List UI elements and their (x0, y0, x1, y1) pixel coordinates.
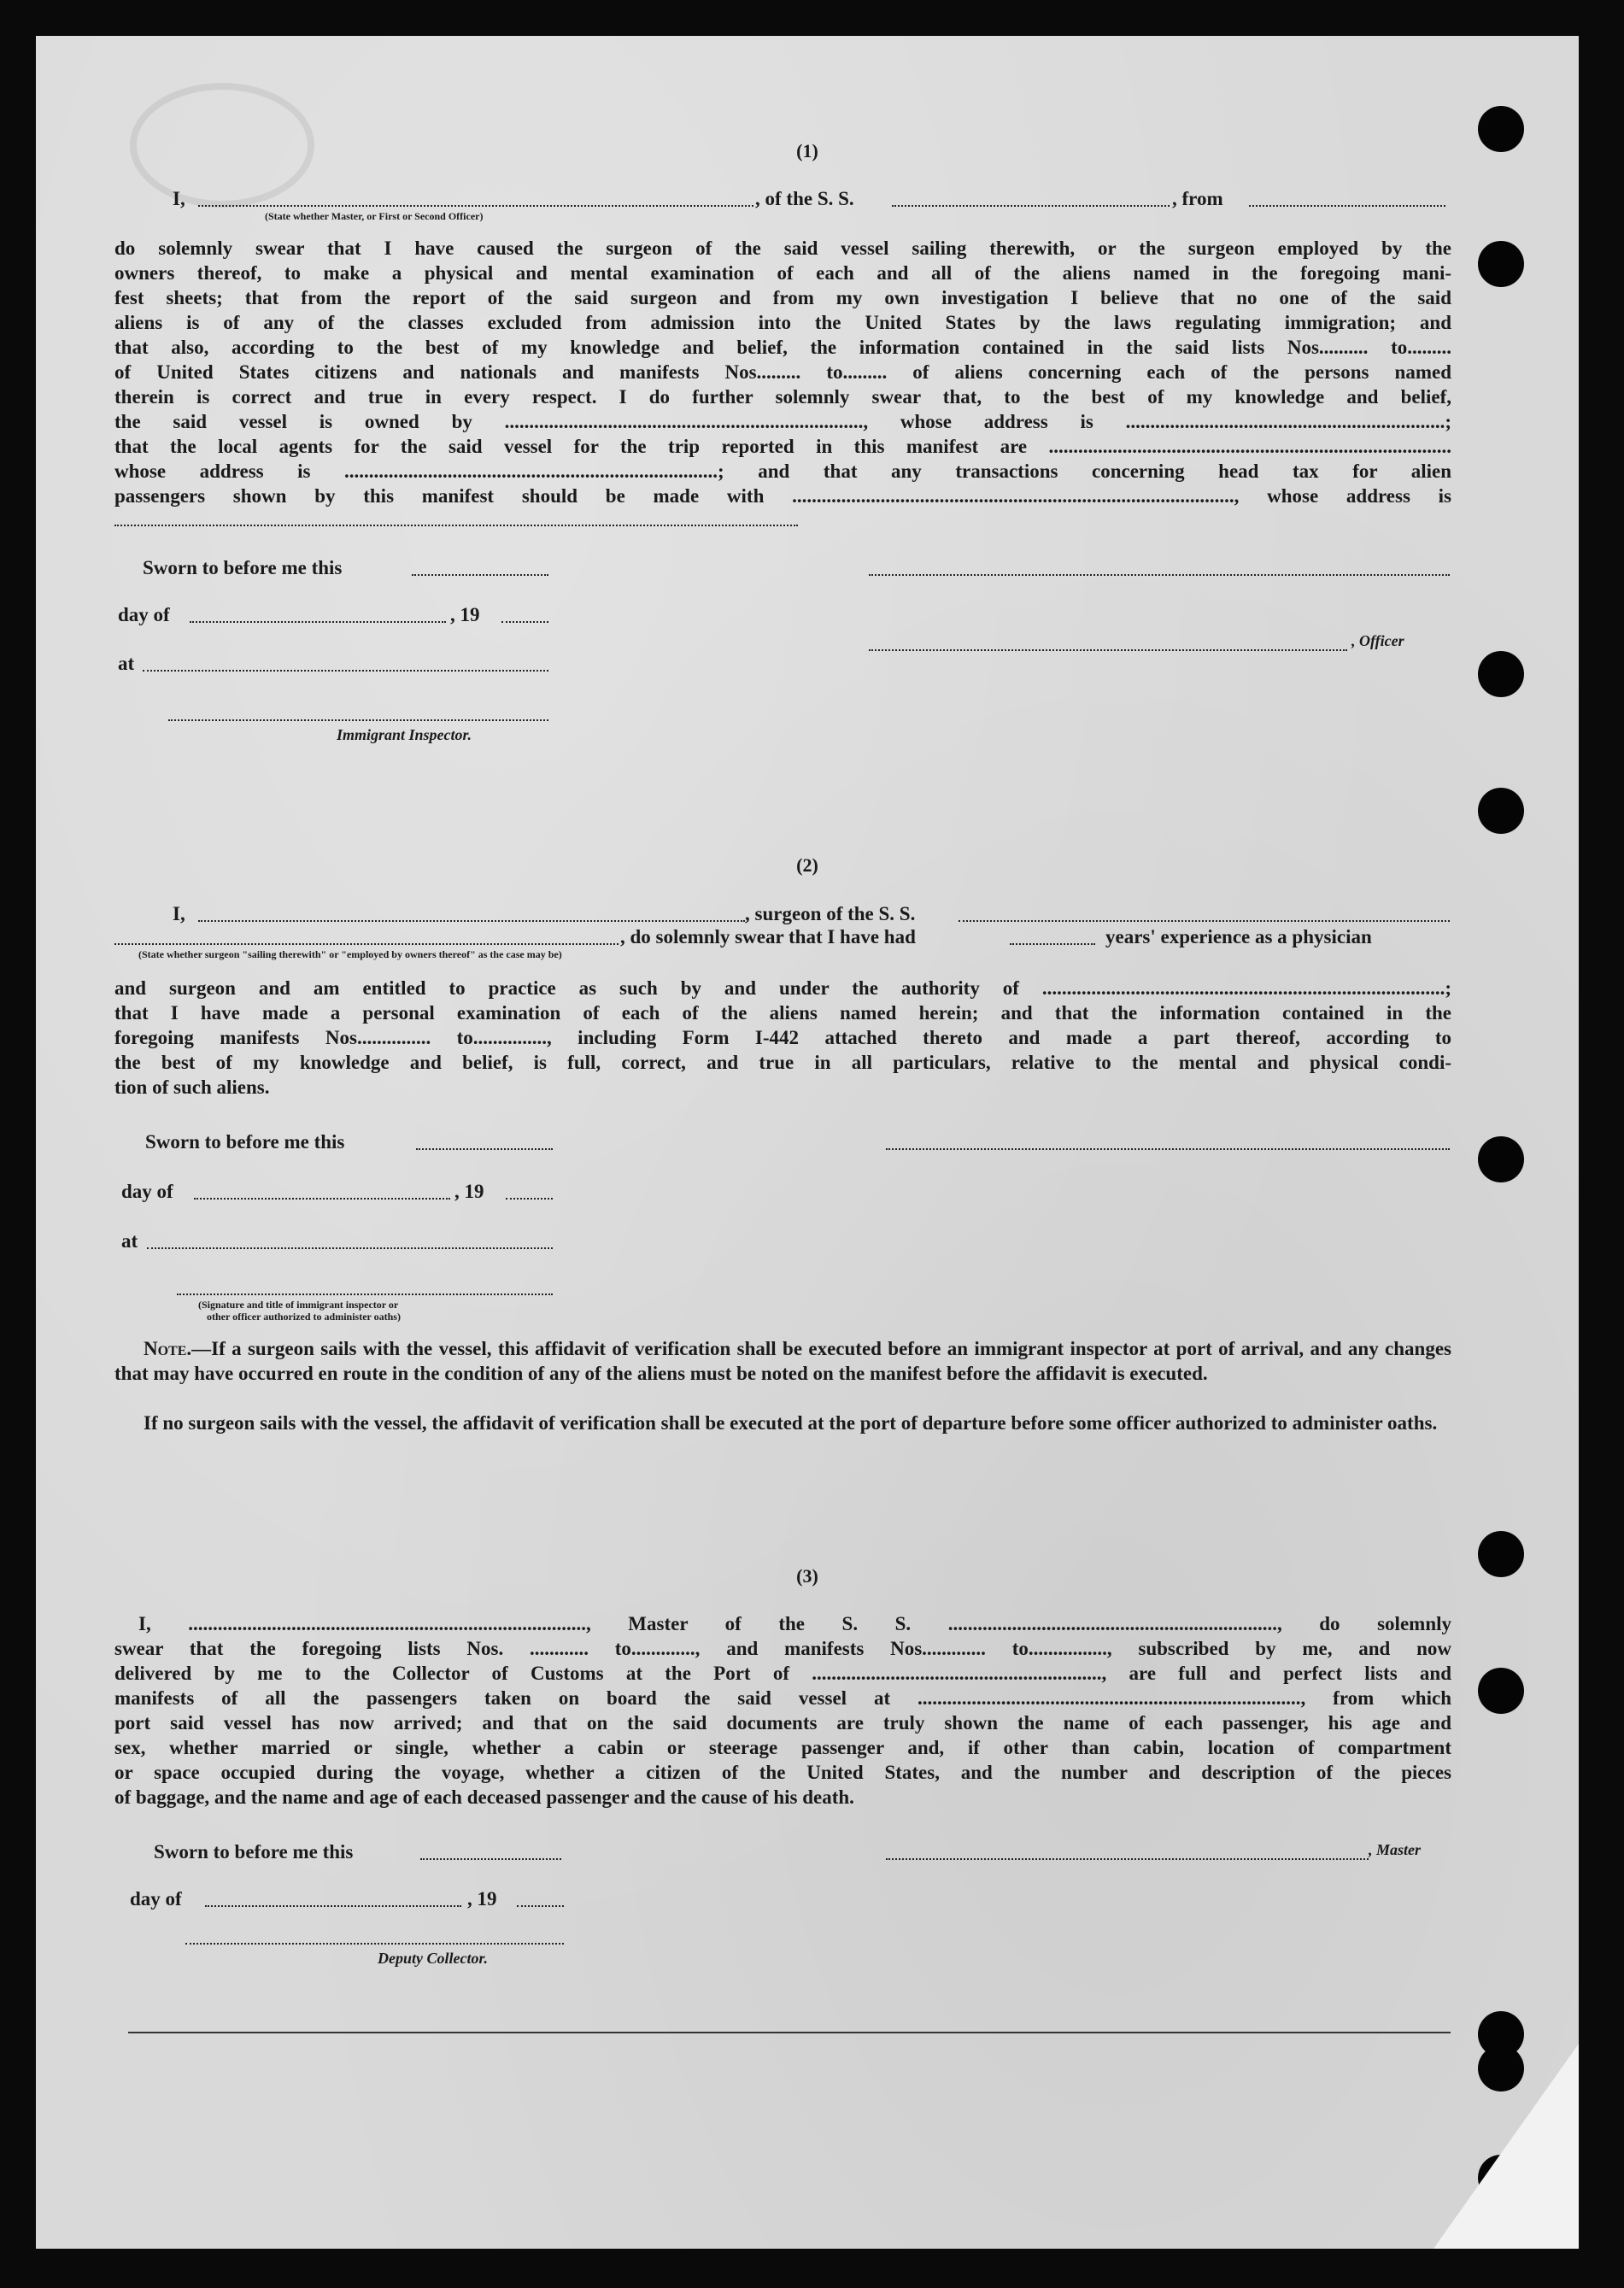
s3-master-label: , Master (1369, 1841, 1422, 1858)
s2-sig-note-2: other officer authorized to administer oaths) (207, 1311, 401, 1323)
s1-line-8: the said vessel is owned by ........................................................................., whose address is .................................................................; (114, 411, 1451, 432)
s1-line-6: of United States citizens and nationals and manifests Nos......... to......... of aliens concerning each of the persons named (114, 361, 1451, 383)
s2-years-field[interactable] (1010, 943, 1095, 945)
s1-year-field[interactable] (501, 621, 548, 623)
s2-inspector-field[interactable] (177, 1294, 553, 1295)
s1-address-field[interactable] (114, 525, 798, 526)
s3-sworn-label: Sworn to before me this (154, 1841, 354, 1863)
binder-hole (1478, 241, 1524, 287)
s3-line-5: port said vessel has now arrived; and that on the said documents are truly shown the name of each passenger, his age and (114, 1712, 1451, 1734)
s1-note: (State whether Master, or First or Second Officer) (265, 210, 484, 222)
s1-sworn-label: Sworn to before me this (143, 557, 343, 578)
s3-day-label: day of (130, 1888, 182, 1910)
s1-from-field[interactable] (1249, 205, 1445, 207)
s1-line-2: owners thereof, to make a physical and mental examination of each and all of the aliens named in the foregoing mani- (114, 262, 1451, 284)
s2-type-field[interactable] (114, 943, 619, 945)
s1-inspector-field[interactable] (168, 719, 548, 721)
s1-year-label: , 19 (450, 604, 480, 625)
s1-at-field[interactable] (143, 670, 548, 672)
s2-day-label: day of (121, 1181, 173, 1202)
s1-line-10: whose address is ............................................................................; and that any transactions concerning head tax for alien (114, 461, 1451, 482)
s2-year-field[interactable] (506, 1198, 553, 1200)
s1-at-label: at (118, 653, 135, 674)
s2-line-1: and surgeon and am entitled to practice as such by and under the authority of ..................................................................................; (114, 977, 1451, 999)
s1-officer-field[interactable] (869, 649, 1347, 651)
s1-line-7: therein is correct and true in every respect. I do further solemnly swear that, to the best of my knowledge and belief, (114, 386, 1451, 408)
form-page (36, 36, 1579, 2249)
s1-vessel-field[interactable] (892, 205, 1170, 207)
binder-hole (1478, 1531, 1524, 1577)
s1-line-5: that also, according to the best of my knowledge and belief, the information contained in the said lists Nos.......... to......... (114, 337, 1451, 358)
s2-years-label: years' experience as a physician (1105, 926, 1372, 947)
s3-line-2: swear that the foregoing lists Nos. ............ to............., and manifests Nos............. to................, subscribed by me, and now (114, 1638, 1451, 1659)
s1-from-label: , from (1172, 188, 1223, 209)
section-3-number: (3) (796, 1565, 818, 1587)
s3-day-field[interactable] (205, 1905, 461, 1907)
s2-sig-note-1: (Signature and title of immigrant inspector or (198, 1299, 399, 1311)
s1-officer-label: , Officer (1351, 632, 1404, 649)
s2-line-5: tion of such aliens. (114, 1077, 270, 1098)
s3-master-field[interactable] (886, 1858, 1369, 1860)
s3-year-label: , 19 (467, 1888, 497, 1910)
s1-line-9: that the local agents for the said vessel for the trip reported in this manifest are .................................................................................. (114, 436, 1451, 457)
s2-note-label: Note. (144, 1338, 192, 1359)
binder-hole (1478, 1668, 1524, 1714)
s3-year-field[interactable] (517, 1905, 564, 1907)
s3-line-1: I, ................................................................................., Master of the S. S. ..................................................................., do solemnly (138, 1613, 1451, 1634)
s1-line-4: aliens is of any of the classes excluded from admission into the United States by the laws regulating immigration; and (114, 312, 1451, 333)
bottom-rule (128, 2032, 1451, 2033)
section-1-number: (1) (796, 140, 818, 161)
s1-i-label: I, (173, 188, 185, 209)
s2-surgeon-label: , surgeon of the S. S. (745, 903, 916, 924)
s2-swear-label: , do solemnly swear that I have had (620, 926, 916, 947)
s2-sworn-label: Sworn to before me this (145, 1131, 345, 1153)
binder-hole (1478, 651, 1524, 697)
s2-note: (State whether surgeon "sailing therewith" or "employed by owners thereof" as the case may be) (138, 948, 562, 960)
s1-line-1: do solemnly swear that I have caused the surgeon of the said vessel sailing therewith, or the surgeon employed by the (114, 238, 1451, 259)
s2-sig-field[interactable] (886, 1148, 1450, 1150)
s2-i-label: I, (173, 903, 185, 924)
s3-sworn-field[interactable] (420, 1858, 561, 1860)
binder-hole (1478, 788, 1524, 834)
s3-line-4: manifests of all the passengers taken on board the said vessel at .............................................................................., from which (114, 1687, 1451, 1709)
s2-line-4: the best of my knowledge and belief, is full, correct, and true in all particulars, relative to the mental and physical condi- (114, 1052, 1451, 1073)
s2-at-field[interactable] (147, 1247, 553, 1249)
s2-at-label: at (121, 1230, 138, 1252)
s3-line-6: sex, whether married or single, whether a cabin or steerage passenger and, if other than cabin, location of compartment (114, 1737, 1451, 1758)
s1-officer-sig-field[interactable] (869, 574, 1450, 576)
s1-inspector-label: Immigrant Inspector. (337, 726, 472, 743)
s2-vessel-field[interactable] (959, 920, 1450, 922)
s2-day-field[interactable] (194, 1198, 450, 1200)
s1-day-label: day of (118, 604, 170, 625)
s1-day-field[interactable] (190, 621, 446, 623)
s1-line-3: fest sheets; that from the report of the said surgeon and from my own investigation I believe that no one of the said (114, 287, 1451, 308)
section-2-number: (2) (796, 854, 818, 876)
binder-hole (1478, 1136, 1524, 1182)
s3-collector-field[interactable] (185, 1943, 564, 1945)
s2-note-paragraph (114, 1336, 1451, 1386)
s3-line-3: delivered by me to the Collector of Customs at the Port of ..........................................................., are full and perfect lists and (114, 1663, 1451, 1684)
s2-line-3: foregoing manifests Nos............... to..............., including Form I-442 attached thereto and made a part thereof, according to (114, 1027, 1451, 1048)
s3-line-8: of baggage, and the name and age of each deceased passenger and the cause of his death. (114, 1786, 854, 1808)
s2-name-field[interactable] (198, 920, 745, 922)
s3-collector-label: Deputy Collector. (378, 1950, 488, 1967)
s1-sworn-field[interactable] (412, 574, 548, 576)
s2-note-text: —If a surgeon sails with the vessel, this affidavit of verification shall be executed before an immigrant inspector at port of arrival, and any changes that may have occurred en route in the condition of any of the aliens must be noted on the manifest before the affidavit is executed. (114, 1338, 1451, 1384)
s2-line-2: that I have made a personal examination of each of the aliens named herein; and that the information contained in the (114, 1002, 1451, 1024)
binder-hole (1478, 106, 1524, 152)
s1-name-field[interactable] (198, 205, 753, 207)
s1-line-11: passengers shown by this manifest should be made with .........................................................................................., whose address is (114, 485, 1451, 507)
s3-line-7: or space occupied during the voyage, whether a citizen of the United States, and the number and description of the pieces (114, 1762, 1451, 1783)
page-curl (1433, 2044, 1579, 2249)
s2-sworn-field[interactable] (416, 1148, 553, 1150)
s2-year-label: , 19 (454, 1181, 484, 1202)
s1-vessel-label: , of the S. S. (755, 188, 854, 209)
s2-note-paragraph-2: If no surgeon sails with the vessel, the affidavit of verification shall be executed at the port of departure before some officer authorized to administer oaths. (144, 1412, 1438, 1434)
